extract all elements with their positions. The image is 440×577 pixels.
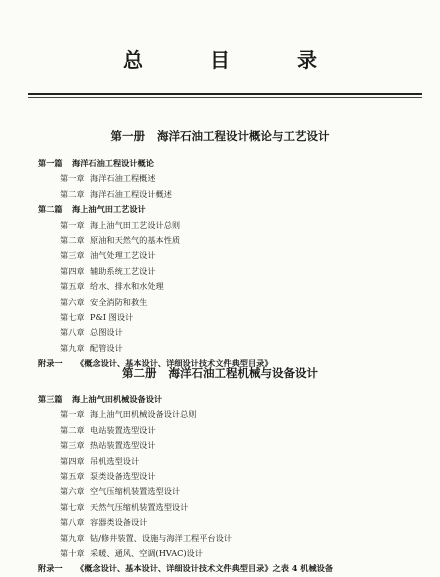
toc-label: 第七章	[60, 501, 85, 512]
toc-text: 海上油气田工艺设计	[72, 204, 146, 215]
toc-text: 海洋石油工程设计概述	[90, 188, 172, 199]
toc-text: 给水、排水和水处理	[90, 281, 164, 292]
toc-text: P&I 图设计	[90, 311, 134, 322]
toc-chapter	[38, 310, 428, 325]
toc-label: 第八章	[60, 327, 85, 338]
toc-text: 《概念设计、基本设计、详细设计技术文件典型目录》	[76, 358, 273, 369]
toc-chapter	[38, 325, 428, 340]
title-rule-thin	[28, 97, 422, 98]
volume-heading	[0, 128, 440, 144]
toc-text: 吊机选型设计	[90, 455, 140, 466]
toc-chapter	[38, 341, 428, 356]
toc-text: 泵类设备选型设计	[90, 470, 156, 481]
toc-label: 第一章	[60, 219, 85, 230]
toc-chapter	[38, 218, 428, 233]
toc-chapter	[38, 187, 428, 202]
toc-label: 第六章	[60, 486, 85, 497]
toc-text: 海上油气田机械设备设计	[72, 394, 163, 404]
toc-label: 第一章	[60, 173, 85, 184]
toc-label: 第九章	[60, 532, 85, 543]
toc-part	[38, 156, 428, 171]
toc-chapter	[38, 295, 428, 310]
volume-number: 第一册	[110, 129, 145, 143]
toc-text: 安全消防和救生	[90, 296, 148, 307]
toc-appendix	[38, 561, 428, 576]
toc-list	[38, 392, 428, 577]
toc-label: 附录一	[38, 563, 63, 574]
toc-label: 第二章	[60, 234, 85, 245]
toc-label: 第三章	[60, 250, 85, 261]
toc-text: 热站装置选型设计	[90, 440, 156, 451]
toc-chapter	[38, 264, 428, 279]
toc-text: 配管设计	[90, 342, 123, 353]
volume-title: 海洋石油工程机械与设备设计	[168, 366, 318, 380]
toc-label: 第四章	[60, 455, 85, 466]
toc-chapter	[38, 407, 428, 422]
toc-text: 海洋石油工程设计概论	[72, 158, 154, 168]
toc-label: 第八章	[60, 517, 85, 528]
toc-chapter	[38, 438, 428, 453]
toc-label: 第七章	[60, 311, 85, 322]
toc-text: 容器类设备设计	[90, 517, 148, 528]
page-title: 总 目 录	[123, 48, 347, 72]
toc-label: 第六章	[60, 296, 85, 307]
toc-text: 采暖、通风、空调(HVAC)设计	[90, 547, 203, 558]
toc-label: 附录一	[38, 358, 63, 369]
toc-text: 海洋石油工程概述	[90, 173, 156, 184]
toc-text: 钻/修井装置、设施与海洋工程平台设计	[90, 532, 232, 543]
toc-label: 第二章	[60, 188, 85, 199]
toc-label: 第三章	[60, 440, 85, 451]
toc-text: 天然气压缩机装置选型设计	[90, 501, 189, 512]
toc-chapter	[38, 454, 428, 469]
toc-chapter	[38, 279, 428, 294]
toc-label: 第三篇	[38, 394, 63, 404]
toc-text: 电站装置选型设计	[90, 424, 156, 435]
toc-label: 第一章	[60, 409, 85, 420]
toc-chapter	[38, 531, 428, 546]
toc-list	[38, 156, 428, 371]
toc-text: 《概念设计、基本设计、详细设计技术文件典型目录》之表 4 机械设备	[76, 563, 334, 574]
volume-number: 第二册	[122, 366, 157, 380]
toc-label: 第二篇	[38, 204, 63, 215]
toc-text: 海上油气田工艺设计总则	[90, 219, 181, 230]
toc-text: 辅助系统工艺设计	[90, 265, 156, 276]
toc-part	[38, 202, 428, 217]
toc-label: 第二章	[60, 424, 85, 435]
toc-chapter	[38, 515, 428, 530]
toc-label: 第五章	[60, 281, 85, 292]
toc-text: 海上油气田机械设备设计总则	[90, 409, 197, 420]
toc-text: 原油和天然气的基本性质	[90, 234, 181, 245]
toc-chapter	[38, 248, 428, 263]
toc-chapter	[38, 500, 428, 515]
toc-chapter	[38, 233, 428, 248]
toc-chapter	[38, 546, 428, 561]
toc-label: 第十章	[60, 547, 85, 558]
toc-text: 总图设计	[90, 327, 123, 338]
title-rule-thick	[28, 93, 422, 95]
toc-chapter	[38, 484, 428, 499]
toc-label: 第五章	[60, 470, 85, 481]
toc-label: 第九章	[60, 342, 85, 353]
toc-chapter	[38, 171, 428, 186]
volume-heading	[0, 365, 440, 381]
toc-label: 第四章	[60, 265, 85, 276]
toc-label: 第一篇	[38, 158, 63, 168]
volume-title: 海洋石油工程设计概论与工艺设计	[157, 129, 330, 143]
toc-chapter	[38, 423, 428, 438]
toc-part	[38, 392, 428, 407]
toc-text: 空气压缩机装置选型设计	[90, 486, 181, 497]
toc-chapter	[38, 469, 428, 484]
toc-text: 油气处理工艺设计	[90, 250, 156, 261]
